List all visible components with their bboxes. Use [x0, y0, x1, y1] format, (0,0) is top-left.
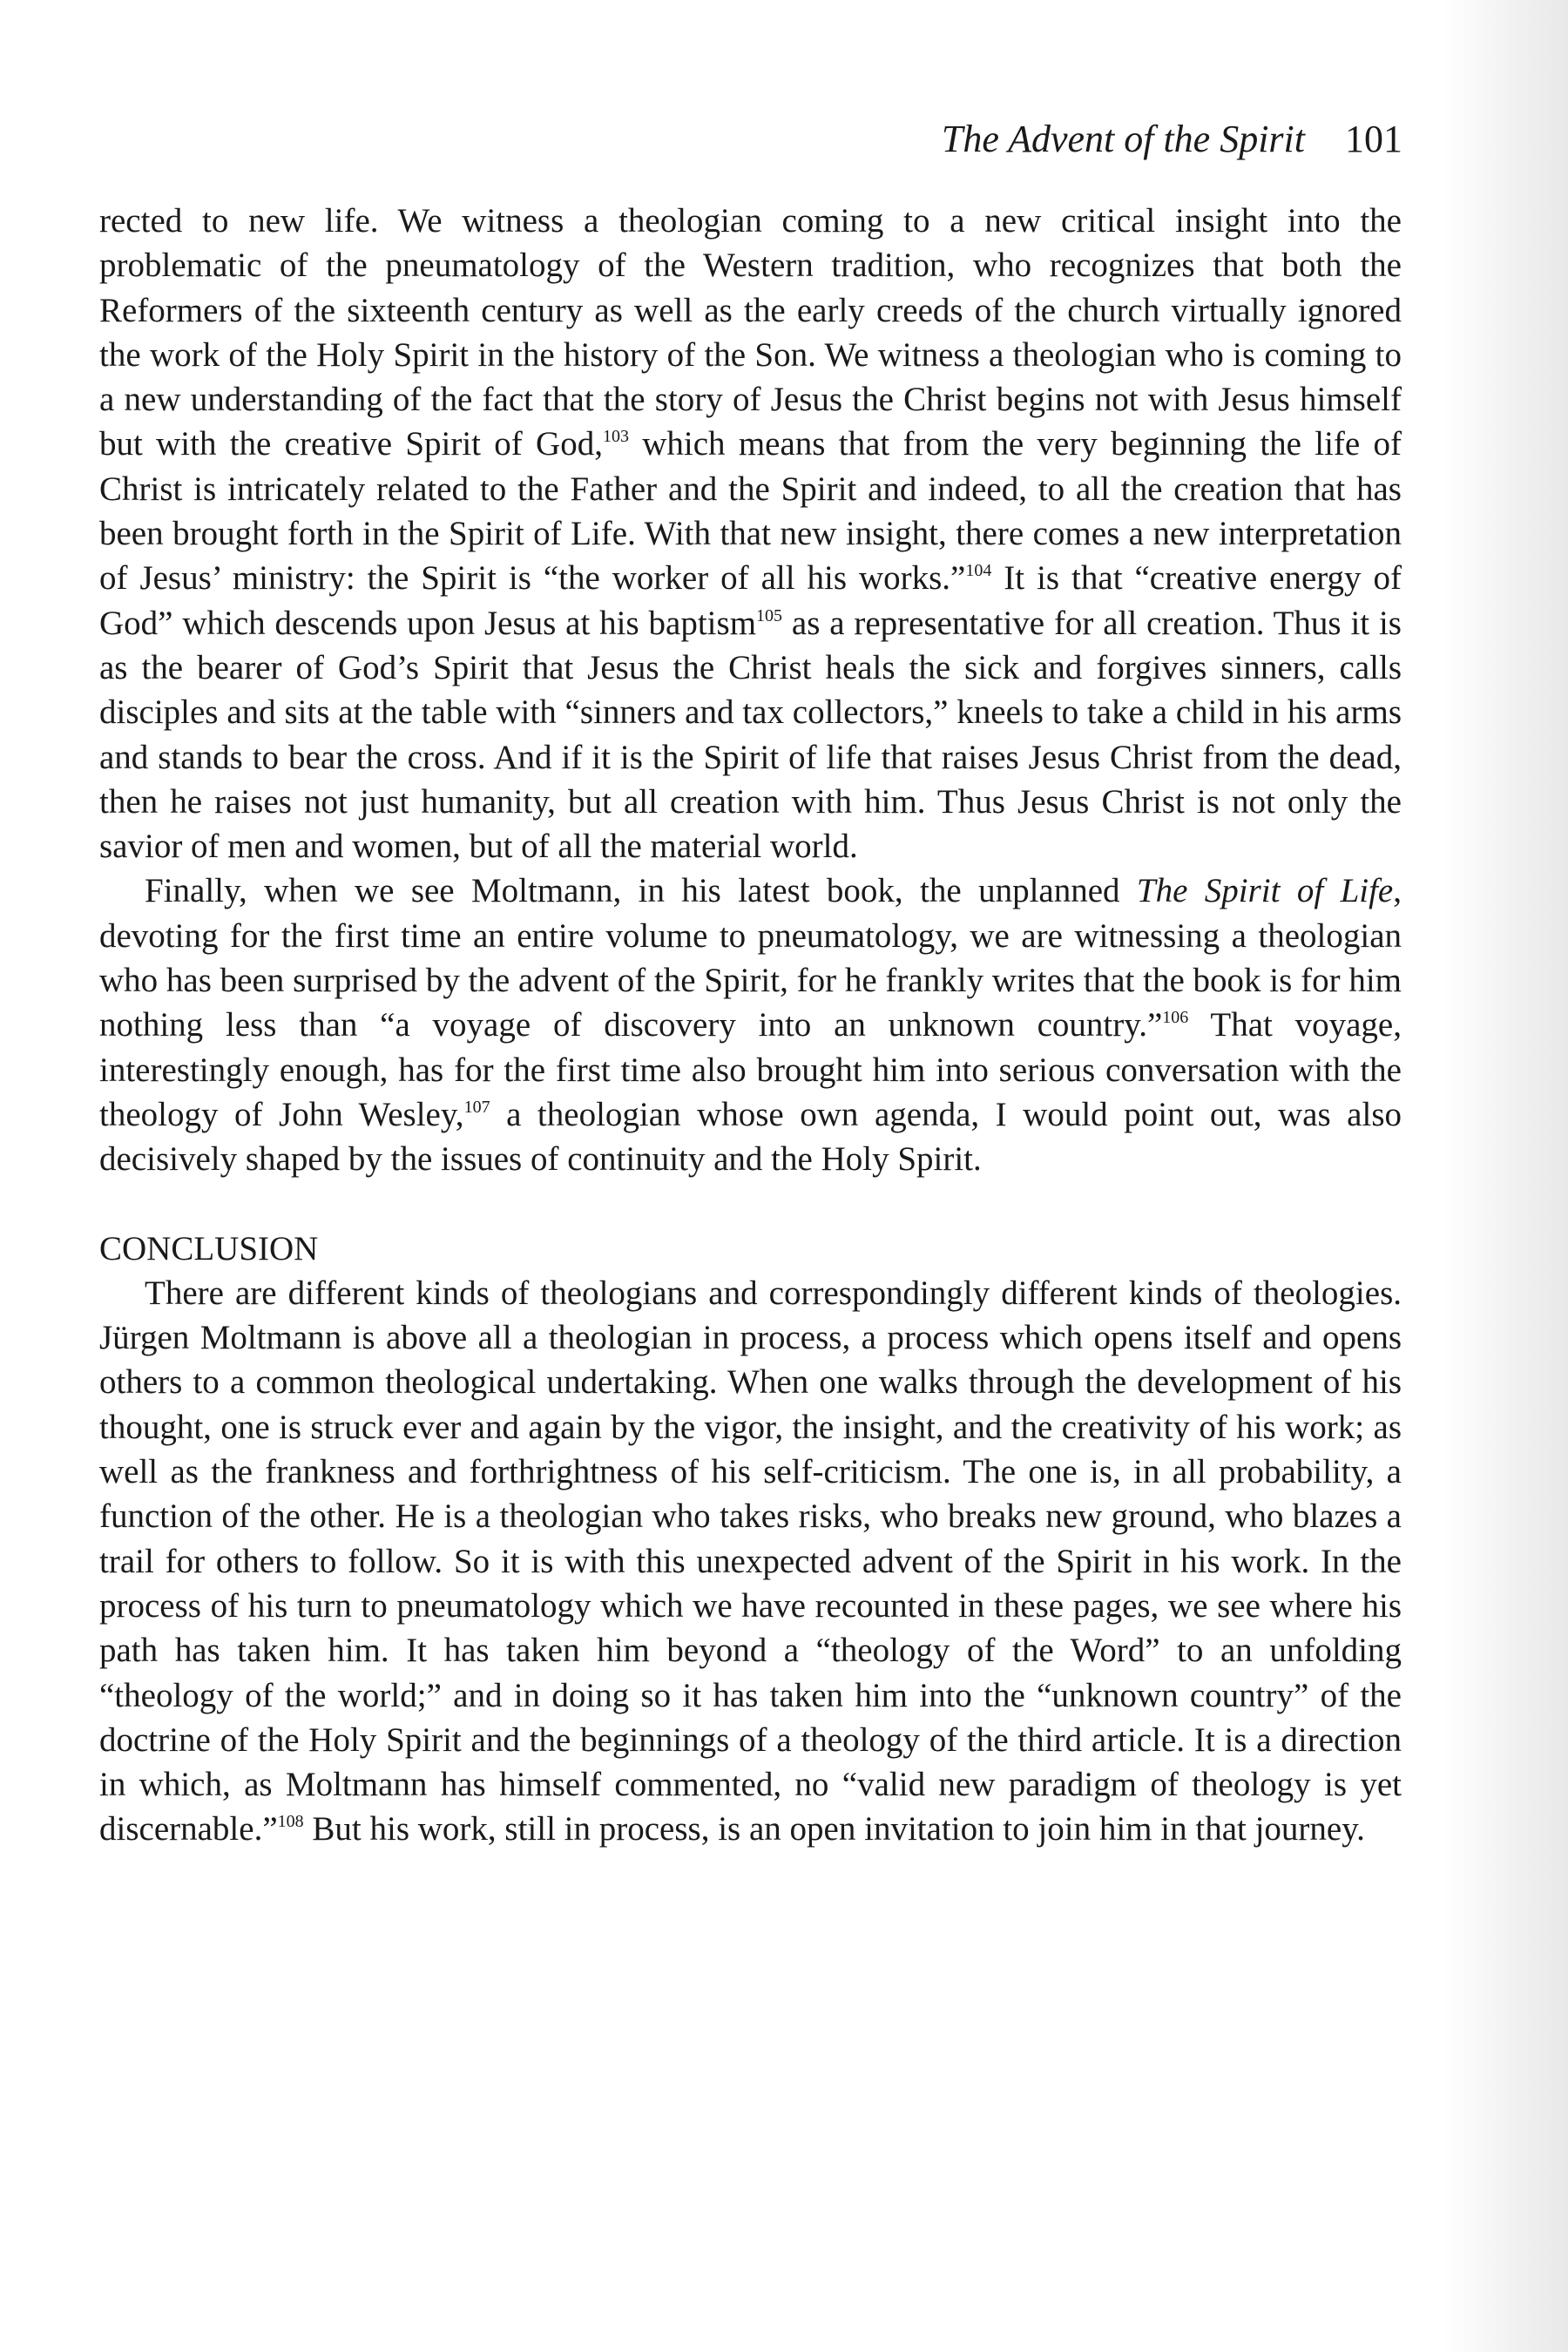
footnote-ref: 105 [756, 605, 783, 625]
text-run: But his work, still in process, is an open invitation to join him in that journey. [303, 1810, 1365, 1848]
footnote-ref: 106 [1162, 1008, 1189, 1028]
footnote-ref: 103 [602, 427, 629, 447]
running-header [96, 115, 1402, 164]
text-run: a theologian whose own agenda, I would point out, was also decisively shaped by the issues of continuity and the Holy Spirit. [99, 1095, 1402, 1179]
paragraph-conclusion [99, 1271, 1402, 1852]
paragraph-continuation [99, 199, 1402, 868]
footnote-ref: 107 [463, 1097, 490, 1117]
book-title: The Spirit of Life [1136, 872, 1394, 910]
section-heading-conclusion: CONCLUSION [99, 1229, 319, 1267]
text-run: , devoting for the first time an entire volume to pneumatology, we are witnessing a theologian who has been surprised by the advent of the Spirit, for he frankly writes that the book is for him nothing less than “a voyage of discovery into an unknown country.” [99, 872, 1402, 1044]
text-run: which means that from the very beginning the life of Christ is intricately related to the Father and the Spirit and indeed, to all the creation that has been brought forth in the Spirit of Life. With that new insight, there comes a new interpretation of Jesus’ ministry: the Spirit is “the worker of all his works.” [99, 425, 1402, 598]
footnote-ref: 108 [277, 1812, 304, 1832]
page-number: 101 [1345, 118, 1402, 160]
text-run: It is that “creative energy of God” which descends upon Jesus at his baptism [99, 559, 1402, 642]
text-run: rected to new life. We witness a theologian coming to a new critical insight into the problematic of the pneumatology of the Western tradition, who recognizes that both the Reformers of the sixteenth century as well as the early creeds of the church virtually ignored the work of the Holy Spirit in the history of the Son. We witness a theologian who is coming to a new understanding of the fact that the story of Jesus the Christ begins not with Jesus himself but with the creative Spirit of God, [99, 202, 1402, 463]
text-run: There are different kinds of theologians and correspondingly different kinds of theologies. Jürgen Moltmann is above all a theologian in process, a process which opens itself and opens others to a common theological undertaking. When one walks through the development of his thought, one is struck ever and again by the vigor, the insight, and the creativity of his work; as well as the frankness and forthrightness of his self-criticism. The one is, in all probability, a function of the other. He is a theologian who takes risks, who breaks new ground, who blazes a trail for others to follow. So it is with this unexpected advent of the Spirit in his work. In the process of his turn to pneumatology which we have recounted in these pages, we see where his path has taken him. It has taken him beyond a “theology of the Word” to an unfolding “theology of the world;” and in doing so it has taken him into the “unknown country” of the doctrine of the Holy Spirit and the beginnings of a theology of the third article. It is a direction in which, as Moltmann has himself commented, no “valid new paradigm of theology is yet discernable.” [99, 1274, 1402, 1848]
paragraph-finally [99, 868, 1402, 1181]
body-text [99, 199, 1402, 1852]
text-run: Finally, when we see Moltmann, in his latest book, the unplanned [145, 872, 1137, 910]
chapter-title: The Advent of the Spirit [941, 118, 1305, 160]
text-run: That voyage, interestingly enough, has for the first time also brought him into serious conversation with the theology of John Wesley, [99, 1006, 1402, 1133]
footnote-ref: 104 [965, 561, 992, 581]
text-run: as a representative for all creation. Thus it is as the bearer of God’s Spirit that Jesus the Christ heals the sick and forgives sinners, calls disciples and sits at the table with “sinners and tax collectors,” kneels to take a child in his arms and stands to bear the cross. And if it is the Spirit of life that raises Jesus Christ from the dead, then he raises not just humanity, but all creation with him. Thus Jesus Christ is not only the savior of men and women, but of all the material world. [99, 604, 1402, 866]
